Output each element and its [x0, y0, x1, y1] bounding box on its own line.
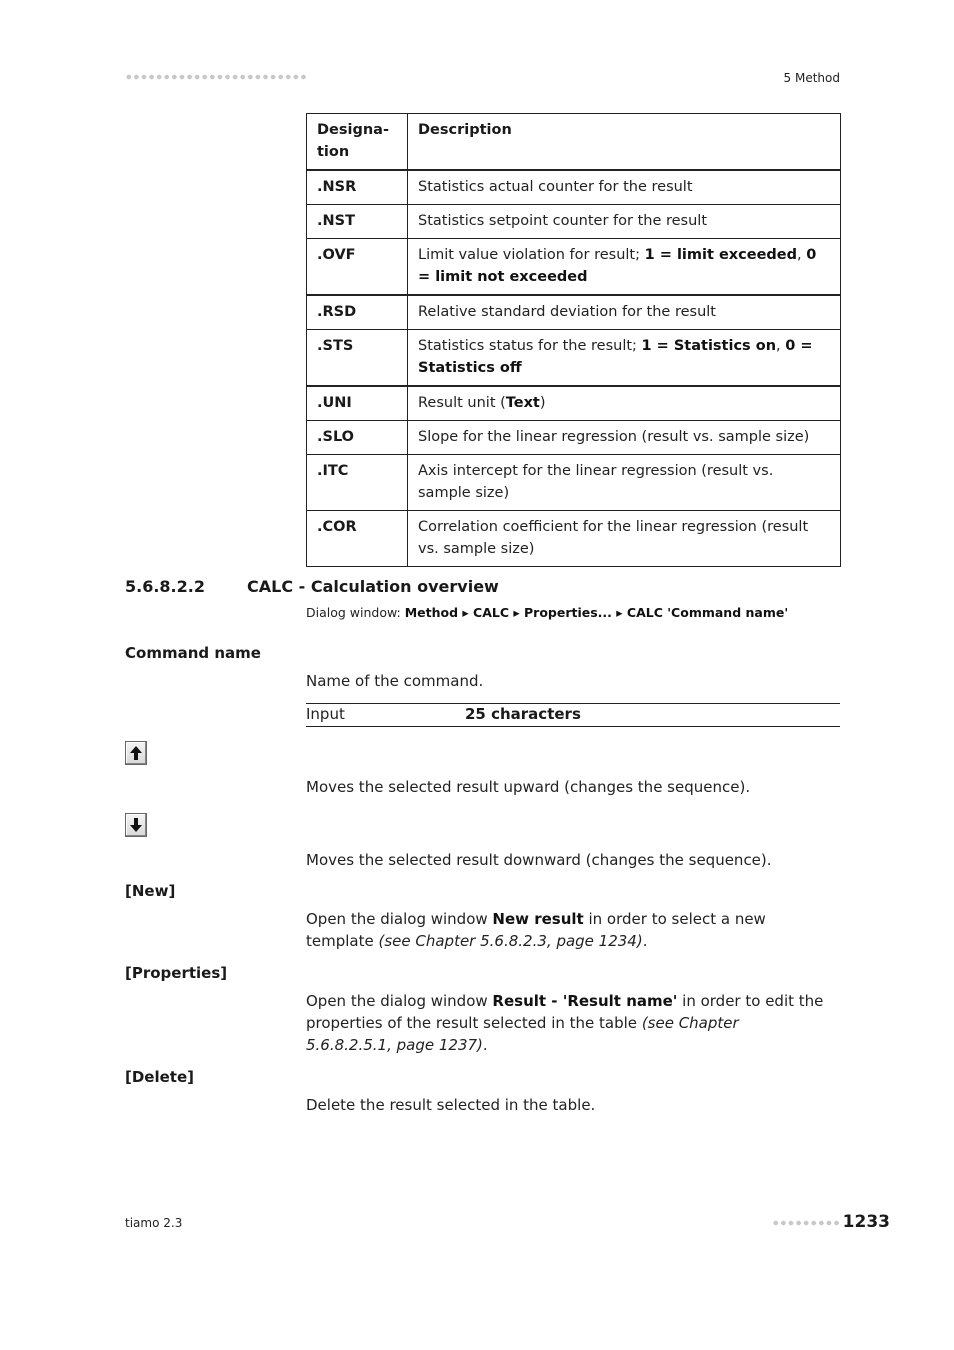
command-name-input-row: [306, 703, 840, 727]
table-row: [307, 511, 841, 567]
designation-cell: .NST: [307, 205, 408, 239]
description-cell: Statistics actual counter for the result: [408, 170, 841, 205]
description-cell: Correlation coefficient for the linear regression (result vs. sample size): [408, 511, 841, 567]
description-cell: Limit value violation for result; 1 = limit exceeded, 0 = limit not exceeded: [408, 239, 841, 296]
designation-cell: .NSR: [307, 170, 408, 205]
col-designation-header: Designa- tion: [307, 114, 408, 171]
table-row: [307, 239, 841, 296]
properties-term: [Properties]: [125, 964, 228, 982]
designation-cell: .ITC: [307, 455, 408, 511]
move-down-desc: Moves the selected result downward (changes the sequence).: [306, 851, 772, 869]
properties-desc: Open the dialog window Result - 'Result name' in order to edit the properties of the result selected in the table (see Chapter 5.6.8.2.5.1, page 1237).: [306, 992, 824, 1054]
delete-term: [Delete]: [125, 1068, 194, 1086]
section-title: CALC - Calculation overview: [247, 577, 499, 596]
description-cell: Result unit (Text): [408, 386, 841, 421]
table-row: [307, 205, 841, 239]
designation-table: [306, 113, 841, 567]
table-row: [307, 386, 841, 421]
designation-cell: .STS: [307, 330, 408, 387]
arrow-up-icon: [129, 745, 143, 761]
section-number: 5.6.8.2.2: [125, 577, 205, 596]
command-name-term: Command name: [125, 644, 261, 662]
footer-page-number: 1233: [842, 1212, 890, 1232]
designation-cell: .SLO: [307, 421, 408, 455]
table-body: [307, 170, 841, 567]
footer-dots-decoration: [772, 1219, 840, 1227]
description-cell: Statistics status for the result; 1 = Statistics on, 0 = Statistics off: [408, 330, 841, 387]
description-cell: Relative standard deviation for the result: [408, 295, 841, 330]
designation-cell: .UNI: [307, 386, 408, 421]
dialog-path-prefix: Dialog window:: [306, 605, 405, 620]
delete-desc: Delete the result selected in the table.: [306, 1096, 596, 1114]
description-cell: Slope for the linear regression (result vs. sample size): [408, 421, 841, 455]
description-cell: Statistics setpoint counter for the result: [408, 205, 841, 239]
arrow-down-icon: [129, 817, 143, 833]
dialog-path: [306, 605, 788, 620]
designation-cell: .COR: [307, 511, 408, 567]
table-row: [307, 421, 841, 455]
input-label: Input: [306, 705, 345, 723]
input-value: 25 characters: [465, 705, 581, 723]
new-term: [New]: [125, 882, 176, 900]
col-description-header: Description: [408, 114, 841, 171]
designation-cell: .OVF: [307, 239, 408, 296]
footer-product: tiamo 2.3: [125, 1216, 183, 1230]
move-down-button[interactable]: [125, 813, 147, 837]
header-dots-decoration: [125, 73, 307, 81]
dialog-path-value: Method ▸ CALC ▸ Properties... ▸ CALC 'Command name': [404, 605, 789, 620]
designation-cell: .RSD: [307, 295, 408, 330]
move-up-desc: Moves the selected result upward (changes the sequence).: [306, 778, 751, 796]
table-row: [307, 295, 841, 330]
table-row: [307, 330, 841, 387]
description-cell: Axis intercept for the linear regression (result vs. sample size): [408, 455, 841, 511]
table-row: [307, 455, 841, 511]
new-desc: Open the dialog window New result in order to select a new template (see Chapter 5.6.8.2.3, page 1234).: [306, 910, 766, 950]
command-name-desc: Name of the command.: [306, 672, 484, 690]
table-row: [307, 170, 841, 205]
header-chapter: 5 Method: [783, 71, 840, 85]
move-up-button[interactable]: [125, 741, 147, 765]
